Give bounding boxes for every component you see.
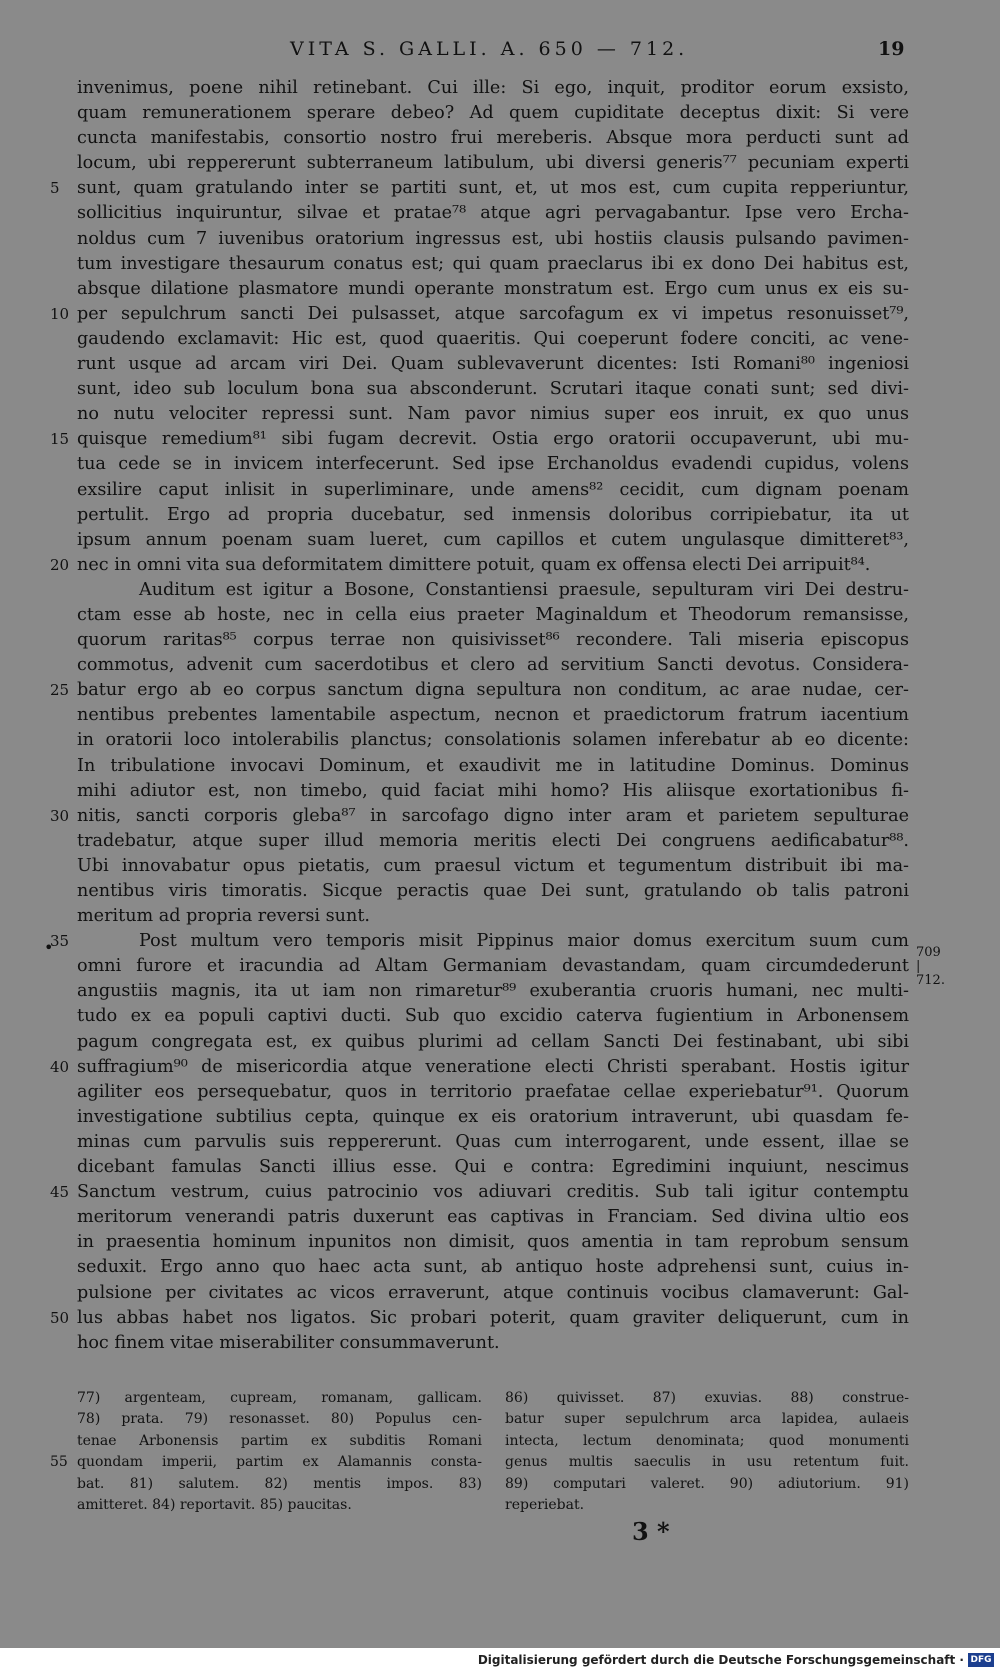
line-text: pulsione per civitates ac vicos erraverunt, atque continuis vocibus clamaverunt: Gal-	[77, 1282, 909, 1303]
text-line	[77, 1130, 909, 1155]
line-text: nitis, sancti corporis gleba⁸⁷ in sarcofago digno inter aram et parietem sepulturae	[77, 805, 909, 826]
line-text: minas cum parvulis suis reppererunt. Quas cum interrogarent, unde essent, illae se	[77, 1131, 909, 1152]
text-line	[77, 879, 909, 904]
footnote-text: genus multis saeculis in usu retentum fuit.	[505, 1454, 909, 1471]
text-line	[77, 1030, 909, 1055]
footnote-line	[77, 1431, 482, 1452]
footnote-text: reperiebat.	[505, 1496, 585, 1513]
text-line	[77, 1281, 909, 1306]
line-text: nec in omni vita sua deformitatem dimittere potuit, quam ex offensa electi Dei arripuit⁸⁴.	[77, 554, 871, 575]
margin-date-note: |	[916, 959, 921, 974]
footnote-text: tenae Arbonensis partim ex subditis Romani	[77, 1432, 482, 1449]
text-line	[77, 904, 909, 929]
text-line	[77, 503, 909, 528]
line-number: 5	[50, 179, 60, 198]
line-text: Ubi innovabatur opus pietatis, cum praesul victum et tegumentum distribuit ibi ma-	[77, 855, 909, 876]
text-line	[77, 1230, 909, 1255]
running-title: VITA S. GALLI. A. 650 — 712.	[290, 38, 689, 60]
line-text: agiliter eos persequebatur, quos in territorio praefatae cellae experiebatur⁹¹. Quorum	[77, 1081, 909, 1102]
line-number: 55	[50, 1454, 68, 1471]
running-head	[0, 38, 1000, 68]
line-number: 20	[50, 555, 70, 574]
footnotes-right-column	[505, 1388, 909, 1516]
text-line	[77, 252, 909, 277]
body-text	[50, 76, 909, 1356]
line-text: in praesentia hominum inpunitos non dimisit, quos amentia in tam reprobum sensum	[77, 1232, 909, 1253]
signature-mark: 3 *	[632, 1517, 670, 1546]
line-number: 50	[50, 1308, 70, 1327]
line-number: 45	[50, 1183, 70, 1202]
line-number: 30	[50, 806, 70, 825]
line-text: sollicitius inquiruntur, silvae et pratae⁷⁸ atque agri pervagabantur. Ipse vero Ercha-	[77, 203, 909, 224]
text-line	[77, 151, 909, 176]
line-number: 35	[50, 932, 70, 951]
text-line	[77, 528, 909, 553]
line-text: gaudendo exclamavit: Hic est, quod quaeritis. Qui coeperunt fodere conciti, ac vene-	[77, 328, 909, 349]
text-line	[77, 1255, 909, 1280]
text-line	[77, 979, 909, 1004]
line-number: 40	[50, 1057, 70, 1076]
line-text: commotus, advenit cum sacerdotibus et clero ad servitium Sancti devotus. Considera-	[77, 655, 909, 676]
text-line	[50, 1055, 909, 1080]
footnote-line	[505, 1431, 909, 1452]
text-line	[77, 76, 909, 101]
line-text: quam remunerationem sperare debeo? Ad quem cupiditate deceptus dixit: Si vere	[77, 103, 909, 124]
text-line	[50, 1180, 909, 1205]
footer-text: Digitalisierung gefördert durch die Deutsche Forschungsgemeinschaft ·	[477, 1653, 964, 1667]
line-text: sunt, quam gratulando inter se partiti sunt, et, ut mos est, cum cupita repperiuntur,	[77, 178, 909, 199]
line-text: cuncta manifestabis, consortio nostro frui mereberis. Absque mora perducti sunt ad	[77, 128, 909, 149]
line-text: mihi adiutor est, non timebo, quid faciat mihi homo? His aliisque exortationibus fi-	[77, 780, 909, 801]
line-text: nentibus viris timoratis. Sicque peractis quae Dei sunt, gratulando ob talis patroni	[77, 881, 909, 901]
text-line	[77, 126, 909, 151]
line-text: invenimus, poene nihil retinebant. Cui ille: Si ego, inquit, proditor eorum exsisto,	[77, 78, 909, 98]
footnotes-left-column	[50, 1388, 482, 1516]
footnote-line	[505, 1495, 909, 1516]
text-line	[77, 603, 909, 628]
dfg-logo: DFG	[968, 1653, 994, 1667]
footnote-text: 89) computari valeret. 90) adiutorium. 91)	[505, 1475, 909, 1492]
line-text: noldus cum 7 iuvenibus oratorium ingressus est, ubi hostiis clausis pulsando pavimen-	[77, 228, 909, 249]
footnote-line	[77, 1409, 482, 1430]
text-line	[50, 1306, 909, 1331]
text-line	[77, 703, 909, 728]
line-text: per sepulchrum sancti Dei pulsasset, atque sarcofagum ex vi impetus resonuisset⁷⁹,	[77, 303, 909, 324]
text-line	[77, 227, 909, 252]
line-text: tum investigare thesaurum conatus est; qui quam praeclarus ibi ex dono Dei habitus est,	[77, 253, 909, 274]
footer-bar	[0, 1648, 1000, 1673]
text-line	[77, 754, 909, 779]
text-line	[77, 1080, 909, 1105]
line-text: runt usque ad arcam viri Dei. Quam sublevaverunt dicentes: Isti Romani⁸⁰ ingeniosi	[77, 354, 909, 375]
line-text: investigatione subtilius cepta, quinque ex eis oratorium intraverunt, ubi quasdam fe-	[77, 1106, 909, 1127]
footnote-text: quondam imperii, partim ex Alamannis consta-	[77, 1454, 482, 1471]
footnote-text: 77) argenteam, cupream, romanam, gallicam.	[77, 1390, 482, 1406]
footnote-text: intecta, lectum denominata; quod monumenti	[505, 1432, 909, 1449]
text-line	[77, 1205, 909, 1230]
text-line	[77, 402, 909, 427]
text-line	[77, 1155, 909, 1180]
footnote-line	[505, 1474, 909, 1495]
line-text: tudo ex ea populi captivi ducti. Sub quo excidio caterva fugientium in Arbonensem	[77, 1006, 909, 1027]
text-line	[77, 327, 909, 352]
text-line	[77, 653, 909, 678]
line-text: quorum raritas⁸⁵ corpus terrae non quisivisset⁸⁶ recondere. Tali miseria episcopus	[77, 630, 909, 651]
text-line	[77, 377, 909, 402]
footnote-line	[505, 1409, 909, 1430]
text-line	[50, 302, 909, 327]
text-line	[77, 201, 909, 226]
footnote-text: batur super sepulchrum arca lapidea, aulaeis	[505, 1411, 909, 1428]
line-number: 25	[50, 681, 70, 700]
text-line	[50, 553, 909, 578]
margin-date-note: 709	[916, 945, 941, 960]
margin-bullet: •	[44, 938, 54, 957]
margin-date-note: 712.	[916, 973, 945, 988]
line-text: in oratorii loco intolerabilis planctus; consolationis solamen inferebatur ab eo dicente:	[77, 730, 909, 751]
text-line	[77, 277, 909, 302]
text-line	[77, 452, 909, 477]
line-text: tradebatur, atque super illud memoria meritis electi Dei congruens aedificabatur⁸⁸.	[77, 830, 909, 851]
line-number: 10	[50, 304, 70, 323]
line-text: lus abbas habet nos ligatos. Sic probari poterit, quam graviter deliquerunt, cum in	[77, 1307, 909, 1328]
text-line	[77, 1105, 909, 1130]
line-text: no nutu velociter repressi sunt. Nam pavor nimius super eos inruit, ex quo unus	[77, 404, 909, 425]
footnote-line	[50, 1452, 482, 1473]
line-text: pertulit. Ergo ad propria ducebatur, sed inmensis doloribus corripiebatur, ita ut	[77, 504, 909, 525]
text-line	[77, 578, 909, 603]
footnote-line	[505, 1452, 909, 1473]
footnote-text: 86) quivisset. 87) exuvias. 88) construe-	[505, 1390, 909, 1406]
line-text: Auditum est igitur a Bosone, Constantiensi praesule, sepulturam viri Dei destru-	[139, 579, 909, 600]
text-line	[77, 779, 909, 804]
line-text: hoc finem vitae miserabiliter consummaverunt.	[77, 1332, 500, 1353]
line-text: Post multum vero temporis misit Pippinus maior domus exercitum suum cum	[139, 931, 909, 952]
line-text: exsilire caput inlisit in superliminare, unde amens⁸² cecidit, cum dignam poenam	[77, 479, 909, 500]
line-text: omni furore et iracundia ad Altam Germaniam devastandam, quam circumdederunt	[77, 956, 909, 977]
text-line	[77, 478, 909, 503]
text-line	[50, 176, 909, 201]
line-text: pagum congregata est, ex quibus plurimi ad cellam Sancti Dei festinabant, ubi sibi	[77, 1031, 909, 1052]
footnote-line	[77, 1388, 482, 1409]
line-text: sunt, ideo sub loculum bona sua absconderunt. Scrutari itaque conati sunt; sed divi-	[77, 379, 909, 400]
line-text: ctam esse ab hoste, nec in cella eius praeter Maginaldum et Theodorum remansisse,	[77, 604, 909, 625]
line-text: meritorum venerandi patris duxerunt eas captivas in Franciam. Sed divina ultio eos	[77, 1207, 909, 1228]
text-line	[77, 728, 909, 753]
line-text: dicebant famulas Sancti illius esse. Qui e contra: Egredimini inquiunt, nescimus	[77, 1157, 909, 1178]
line-text: absque dilatione plasmatore mundi operante monstratum est. Ergo cum unus ex eis su-	[77, 278, 909, 299]
line-text: meritum ad propria reversi sunt.	[77, 906, 370, 927]
line-text: nentibus prebentes lamentabile aspectum, necnon et praedictorum fratrum iacentium	[77, 705, 909, 726]
line-text: seduxit. Ergo anno quo haec acta sunt, ab antiquo hoste adprehensi sunt, cuius in-	[77, 1257, 909, 1278]
line-text: In tribulatione invocavi Dominum, et exaudivit me in latitudine Dominus. Dominus	[77, 755, 909, 776]
line-text: batur ergo ab eo corpus sanctum digna sepultura non conditum, ac arae nudae, cer-	[77, 680, 909, 701]
line-text: quisque remedium⁸¹ sibi fugam decrevit. Ostia ergo oratorii occupaverunt, ubi mu-	[77, 429, 909, 450]
text-line	[77, 628, 909, 653]
page-number: 19	[878, 38, 905, 60]
line-number: 15	[50, 430, 70, 449]
text-line	[77, 352, 909, 377]
text-line	[50, 929, 909, 954]
text-line	[50, 427, 909, 452]
text-line	[50, 678, 909, 703]
line-text: ipsum annum poenam suam lueret, cum capillos et cutem ungulasque dimitteret⁸³,	[77, 529, 909, 550]
text-line	[77, 829, 909, 854]
footnote-text: 78) prata. 79) resonasset. 80) Populus cen-	[77, 1411, 482, 1428]
line-text: Sanctum vestrum, cuius patrocinio vos adiuvari creditis. Sub tali igitur contemptu	[77, 1182, 909, 1203]
text-line	[77, 1004, 909, 1029]
text-line	[77, 854, 909, 879]
text-line	[77, 1331, 909, 1356]
footnote-text: bat. 81) salutem. 82) mentis impos. 83)	[77, 1475, 482, 1492]
line-text: tua cede se in invicem interfecerunt. Sed ipse Erchanoldus evadendi cupidus, volens	[77, 454, 909, 475]
footnote-line	[77, 1474, 482, 1495]
footnote-line	[505, 1388, 909, 1409]
text-line	[50, 804, 909, 829]
line-text: locum, ubi reppererunt subterraneum latibulum, ubi diversi generis⁷⁷ pecuniam experti	[77, 153, 909, 174]
footnote-line	[77, 1495, 482, 1516]
footnote-text: amitteret. 84) reportavit. 85) paucitas.	[77, 1496, 352, 1513]
line-text: suffragium⁹⁰ de misericordia atque veneratione electi Christi sperabant. Hostis igitur	[77, 1056, 909, 1077]
line-text: angustiis magnis, ita ut iam non rimaretur⁸⁹ exuberantia cruoris humani, nec multi-	[77, 981, 909, 1002]
text-line	[77, 101, 909, 126]
text-line	[77, 954, 909, 979]
